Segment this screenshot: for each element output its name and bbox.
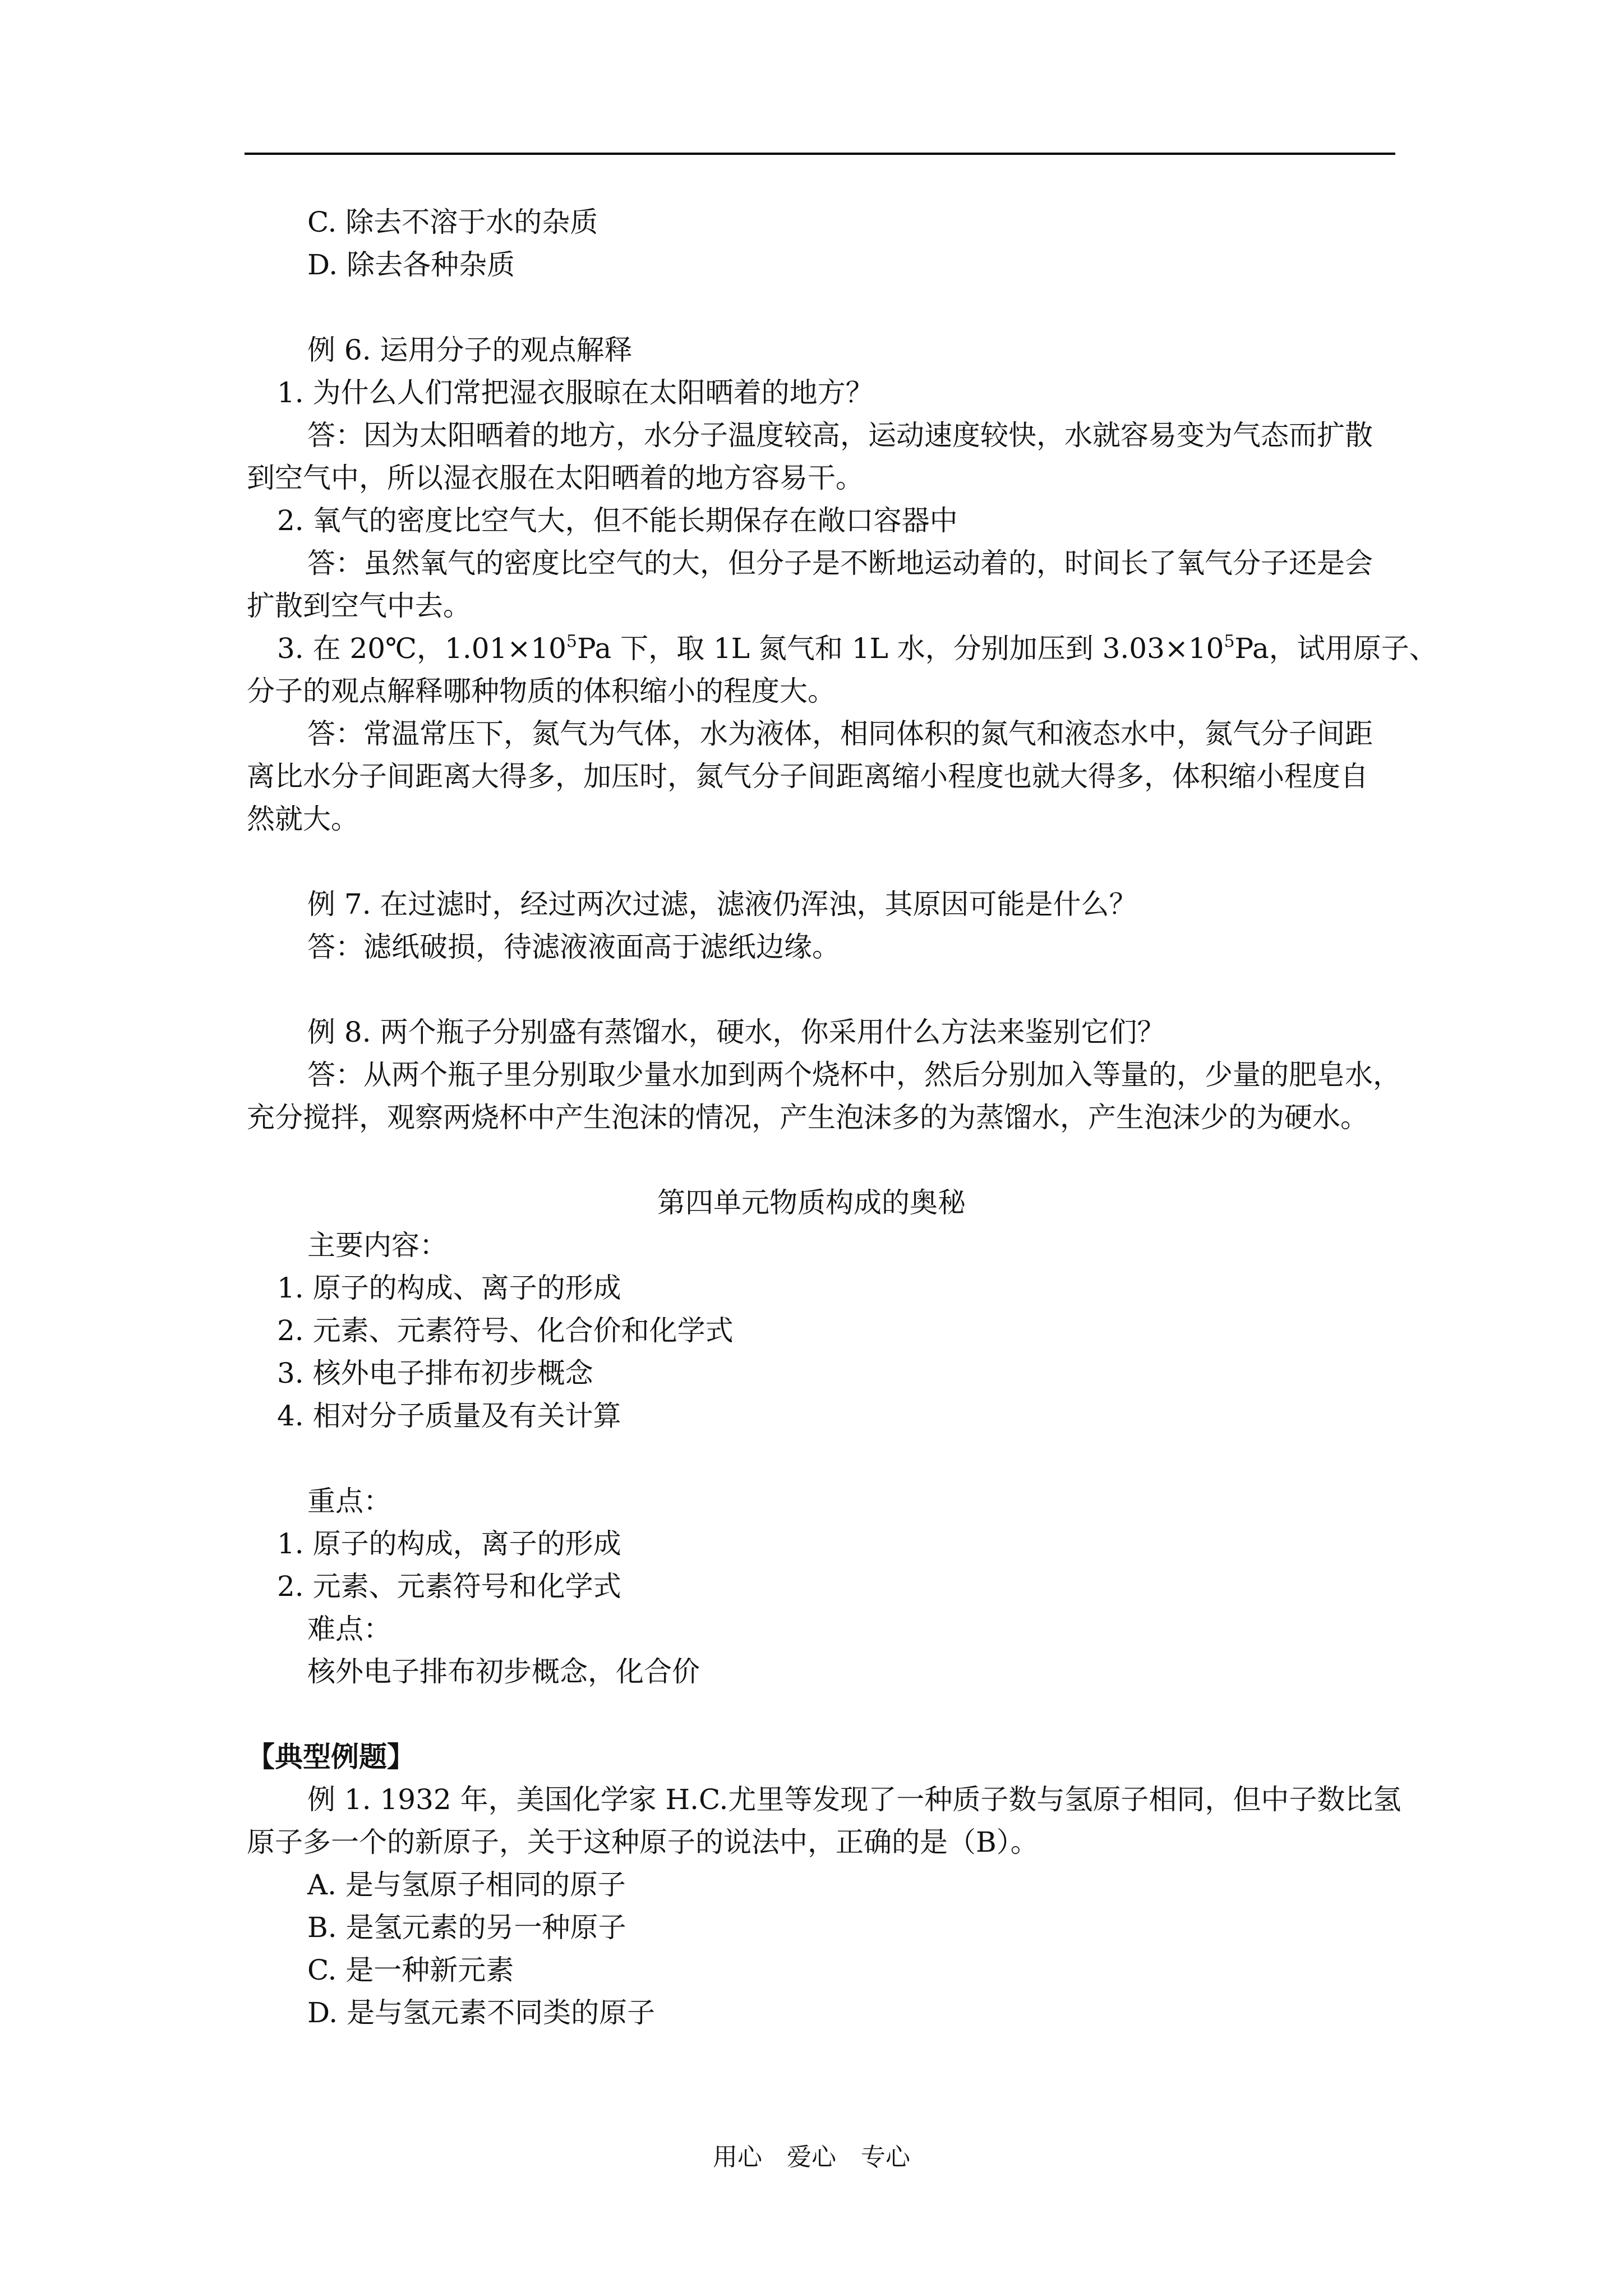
example-8-answer-line-2: 充分搅拌，观察两烧杯中产生泡沫的情况，产生泡沫多的为蒸馏水，产生泡沫少的为硬水。: [247, 1101, 1368, 1134]
header-rule: [245, 153, 1395, 155]
unit-title: 第四单元物质构成的奥秘: [657, 1186, 966, 1219]
example-6-answer-2-line-2: 扩散到空气中去。: [247, 590, 471, 622]
answer-option: A. 是与氢原子相同的原子: [307, 1869, 626, 1901]
example-6-question-3-line-1: 3. 在 20℃，$1.01\times 10^5Pa$ 下，取 1L 氮气和 1L 水，分别加压到 $3.03\times 10^5Pa$，试用原子、: [277, 632, 1437, 665]
difficult-points-text: 核外电子排布初步概念，化合价: [307, 1655, 700, 1688]
example-6-answer-3-line-1: 答：常温常压下，氮气为气体，水为液体，相同体积的氮气和液态水中，氮气分子间距: [307, 717, 1373, 750]
typical-examples-heading: 【典型例题】: [247, 1740, 415, 1773]
example-8-question: 例 8. 两个瓶子分别盛有蒸馏水，硬水，你采用什么方法来鉴别它们？: [307, 1016, 1165, 1048]
example-6-question-2: 2. 氧气的密度比空气大，但不能长期保存在敞口容器中: [277, 504, 958, 537]
difficult-points-label: 难点：: [307, 1613, 391, 1645]
example-6-title: 例 6. 运用分子的观点解释: [307, 334, 633, 366]
example-7-question: 例 7. 在过滤时，经过两次过滤，滤液仍浑浊，其原因可能是什么？: [307, 888, 1137, 921]
example-7-answer: 答：滤纸破损，待滤液液面高于滤纸边缘。: [307, 931, 840, 963]
main-content-item: 2. 元素、元素符号、化合价和化学式: [277, 1314, 734, 1347]
main-content-item: 4. 相对分子质量及有关计算: [277, 1400, 621, 1432]
key-points-label: 重点：: [307, 1485, 391, 1517]
example-6-question-3-line-2: 分子的观点解释哪种物质的体积缩小的程度大。: [247, 675, 836, 707]
typical-example-1-line-2: 原子多一个的新原子，关于这种原子的说法中，正确的是（B）。: [247, 1826, 1039, 1858]
example-6-answer-2-line-1: 答：虽然氧气的密度比空气的大，但分子是不断地运动着的，时间长了氧气分子还是会: [307, 547, 1373, 579]
answer-option: D. 是与氢元素不同类的原子: [307, 1996, 656, 2029]
example-6-answer-3-line-2: 离比水分子间距离大得多，加压时，氮气分子间距离缩小程度也就大得多，体积缩小程度自: [247, 760, 1368, 793]
answer-option: C. 是一种新元素: [307, 1954, 514, 1986]
answer-option: B. 是氢元素的另一种原子: [307, 1911, 626, 1944]
example-6-question-1: 1. 为什么人们常把湿衣服晾在太阳晒着的地方？: [277, 376, 874, 409]
example-6-answer-1-line-2: 到空气中，所以湿衣服在太阳晒着的地方容易干。: [247, 462, 864, 494]
option-c-prev: C. 除去不溶于水的杂质: [307, 206, 598, 238]
main-content-item: 1. 原子的构成、离子的形成: [277, 1272, 621, 1304]
example-6-answer-3-line-3: 然就大。: [247, 803, 359, 835]
example-8-answer-line-1: 答：从两个瓶子里分别取少量水加到两个烧杯中，然后分别加入等量的，少量的肥皂水，: [307, 1059, 1401, 1091]
key-point-item: 2. 元素、元素符号和化学式: [277, 1570, 621, 1603]
page-footer: 用心 爱心 专心: [713, 2143, 910, 2171]
main-content-label: 主要内容：: [307, 1229, 448, 1262]
main-content-item: 3. 核外电子排布初步概念: [277, 1357, 593, 1389]
example-6-answer-1-line-1: 答：因为太阳晒着的地方，水分子温度较高，运动速度较快，水就容易变为气态而扩散: [307, 419, 1373, 452]
typical-example-1-line-1: 例 1. 1932 年，美国化学家 H.C.尤里等发现了一种质子数与氢原子相同，但中子数比氢: [307, 1783, 1401, 1816]
option-d-prev: D. 除去各种杂质: [307, 249, 515, 281]
key-point-item: 1. 原子的构成，离子的形成: [277, 1527, 621, 1560]
